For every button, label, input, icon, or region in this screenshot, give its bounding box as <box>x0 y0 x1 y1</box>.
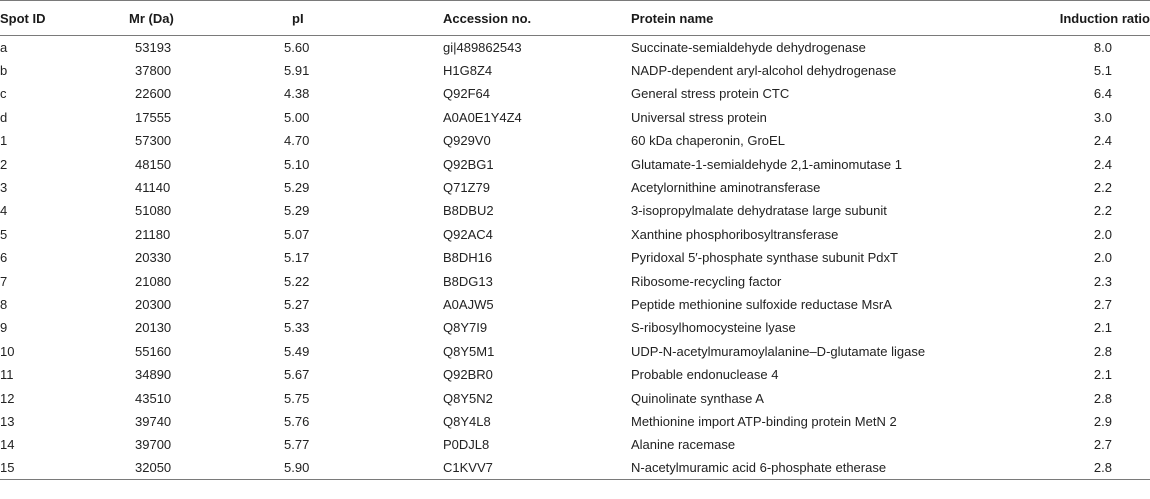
header-induction-ratio: Induction ratio <box>1011 1 1150 36</box>
cell-accession: Q8Y7I9 <box>443 320 488 336</box>
cell-pi: 5.00 <box>284 109 310 125</box>
table-row <box>0 36 1150 59</box>
cell-induction-ratio: 2.2 <box>1093 203 1112 219</box>
cell-spot-id: b <box>0 63 8 79</box>
cell-spot-id: 9 <box>0 320 8 336</box>
cell-induction-ratio: 2.1 <box>1093 320 1112 336</box>
table-body <box>0 36 1150 480</box>
cell-mr: 34890 <box>135 367 172 383</box>
cell-spot-id: d <box>0 109 8 125</box>
cell-spot-id: 2 <box>0 156 8 172</box>
cell-induction-ratio: 2.9 <box>1093 413 1112 429</box>
table-row <box>0 223 1150 246</box>
cell-pi: 4.38 <box>284 86 310 102</box>
cell-pi: 5.91 <box>284 63 310 79</box>
cell-protein-name: Peptide methionine sulfoxide reductase MsrA <box>631 296 892 312</box>
table-row <box>0 152 1150 175</box>
cell-spot-id: 7 <box>0 273 8 289</box>
cell-induction-ratio: 2.2 <box>1093 180 1112 196</box>
cell-pi: 5.67 <box>284 367 310 383</box>
cell-protein-name: S-ribosylhomocysteine lyase <box>631 320 796 336</box>
table-row <box>0 363 1150 386</box>
table-row <box>0 269 1150 292</box>
cell-mr: 32050 <box>108 457 229 480</box>
cell-mr: 37800 <box>135 63 172 79</box>
cell-mr: 51080 <box>135 203 172 219</box>
cell-spot-id: 3 <box>0 180 8 196</box>
cell-pi: 5.77 <box>284 437 310 453</box>
cell-accession: Q8Y4L8 <box>443 413 491 429</box>
cell-spot-id: 4 <box>0 203 8 219</box>
cell-pi: 5.29 <box>284 203 310 219</box>
cell-mr: 21080 <box>135 273 172 289</box>
cell-spot-id: 10 <box>0 343 15 359</box>
cell-protein-name: Xanthine phosphoribosyltransferase <box>631 226 839 242</box>
cell-pi: 5.76 <box>284 413 310 429</box>
cell-spot-id: 15 <box>0 457 108 480</box>
cell-protein-name: General stress protein CTC <box>631 86 790 102</box>
cell-pi: 5.17 <box>284 250 310 266</box>
table-row <box>0 82 1150 105</box>
cell-mr: 43510 <box>135 390 172 406</box>
header-pi: pI <box>229 1 402 36</box>
cell-pi: 5.22 <box>284 273 310 289</box>
table-row <box>0 457 1150 480</box>
cell-mr: 20300 <box>135 296 172 312</box>
cell-protein-name: NADP-dependent aryl-alcohol dehydrogenase <box>631 63 897 79</box>
cell-protein-name: Glutamate-1-semialdehyde 2,1-aminomutase 1 <box>631 156 902 172</box>
cell-mr: 22600 <box>135 86 172 102</box>
cell-accession: Q92AC4 <box>443 226 493 242</box>
table-row <box>0 129 1150 152</box>
cell-mr: 17555 <box>135 109 172 125</box>
table-row <box>0 410 1150 433</box>
cell-spot-id: 5 <box>0 226 8 242</box>
table-row <box>0 386 1150 409</box>
cell-accession: Q92BR0 <box>443 367 493 383</box>
table-row <box>0 59 1150 82</box>
cell-accession: B8DBU2 <box>443 203 494 219</box>
cell-accession: A0AJW5 <box>443 296 494 312</box>
cell-spot-id: a <box>0 39 8 55</box>
cell-accession: C1KVV7 <box>402 457 617 480</box>
cell-induction-ratio: 8.0 <box>1093 39 1112 55</box>
cell-mr: 48150 <box>135 156 172 172</box>
cell-spot-id: 11 <box>0 367 14 383</box>
cell-induction-ratio: 2.1 <box>1093 367 1112 383</box>
header-mr: Mr (Da) <box>108 1 229 36</box>
cell-mr: 20330 <box>135 250 172 266</box>
cell-pi: 5.07 <box>284 226 310 242</box>
cell-accession: H1G8Z4 <box>443 63 493 79</box>
cell-pi: 5.29 <box>284 180 310 196</box>
cell-protein-name: Ribosome-recycling factor <box>631 273 782 289</box>
header-row <box>0 1 1150 36</box>
cell-accession: Q8Y5M1 <box>443 343 495 359</box>
header-protein-name: Protein name <box>617 1 1011 36</box>
cell-accession: Q71Z79 <box>443 180 490 196</box>
cell-protein-name: Acetylornithine aminotransferase <box>631 180 821 196</box>
cell-mr: 39700 <box>135 437 172 453</box>
cell-accession: Q92BG1 <box>443 156 494 172</box>
table-row <box>0 176 1150 199</box>
cell-pi: 5.60 <box>284 39 310 55</box>
cell-spot-id: 12 <box>0 390 15 406</box>
cell-pi: 5.90 <box>229 457 402 480</box>
cell-induction-ratio: 2.0 <box>1093 226 1112 242</box>
table-header <box>0 1 1150 36</box>
cell-induction-ratio: 2.4 <box>1093 156 1112 172</box>
cell-protein-name: Pyridoxal 5′-phosphate synthase subunit PdxT <box>631 250 898 266</box>
cell-pi: 5.10 <box>284 156 310 172</box>
table-row <box>0 433 1150 456</box>
cell-accession: P0DJL8 <box>443 437 490 453</box>
cell-induction-ratio: 2.7 <box>1093 296 1112 312</box>
cell-protein-name: 3-isopropylmalate dehydratase large subunit <box>631 203 887 219</box>
table-row <box>0 316 1150 339</box>
cell-accession: Q8Y5N2 <box>443 390 493 406</box>
cell-protein-name: Succinate-semialdehyde dehydrogenase <box>631 39 866 55</box>
table-row <box>0 199 1150 222</box>
cell-mr: 20130 <box>135 320 172 336</box>
table-row <box>0 106 1150 129</box>
cell-spot-id: 14 <box>0 437 15 453</box>
header-accession: Accession no. <box>402 1 617 36</box>
cell-pi: 5.33 <box>284 320 310 336</box>
cell-accession: A0A0E1Y4Z4 <box>443 109 522 125</box>
cell-protein-name: Quinolinate synthase A <box>631 390 764 406</box>
header-spot-id: Spot ID <box>0 1 108 36</box>
table-row <box>0 293 1150 316</box>
cell-induction-ratio: 2.3 <box>1093 273 1112 289</box>
cell-mr: 57300 <box>135 133 172 149</box>
cell-spot-id: 1 <box>0 133 8 149</box>
cell-induction-ratio: 2.8 <box>1093 343 1112 359</box>
cell-induction-ratio: 2.4 <box>1093 133 1112 149</box>
cell-mr: 39740 <box>135 413 172 429</box>
cell-mr: 21180 <box>135 226 171 242</box>
cell-protein-name: Methionine import ATP-binding protein MetN 2 <box>631 413 897 429</box>
cell-induction-ratio: 6.4 <box>1093 86 1112 102</box>
cell-protein-name: N-acetylmuramic acid 6-phosphate etherase <box>617 457 1011 480</box>
cell-accession: B8DG13 <box>443 273 493 289</box>
cell-accession: Q92F64 <box>443 86 490 102</box>
cell-induction-ratio: 2.8 <box>1093 390 1112 406</box>
cell-accession: gi|489862543 <box>443 39 522 55</box>
cell-spot-id: 13 <box>0 413 15 429</box>
cell-accession: B8DH16 <box>443 250 493 266</box>
cell-induction-ratio: 2.0 <box>1093 250 1112 266</box>
cell-pi: 5.27 <box>284 296 310 312</box>
cell-mr: 53193 <box>135 39 172 55</box>
cell-induction-ratio: 3.0 <box>1093 109 1112 125</box>
cell-protein-name: 60 kDa chaperonin, GroEL <box>631 133 785 149</box>
cell-protein-name: UDP-N-acetylmuramoylalanine–D-glutamate ligase <box>631 343 926 359</box>
cell-mr: 41140 <box>135 180 171 196</box>
cell-accession: Q929V0 <box>443 133 491 149</box>
cell-spot-id: 8 <box>0 296 8 312</box>
cell-protein-name: Universal stress protein <box>631 109 767 125</box>
table-row <box>0 340 1150 363</box>
cell-pi: 5.75 <box>284 390 310 406</box>
cell-spot-id: c <box>0 86 7 102</box>
cell-protein-name: Probable endonuclease 4 <box>631 367 779 383</box>
cell-induction-ratio: 2.7 <box>1093 437 1112 453</box>
cell-pi: 4.70 <box>284 133 310 149</box>
table-row <box>0 246 1150 269</box>
cell-protein-name: Alanine racemase <box>631 437 736 453</box>
cell-induction-ratio: 5.1 <box>1093 63 1112 79</box>
cell-induction-ratio: 2.8 <box>1011 457 1150 480</box>
cell-spot-id: 6 <box>0 250 8 266</box>
cell-mr: 55160 <box>135 343 172 359</box>
cell-pi: 5.49 <box>284 343 310 359</box>
